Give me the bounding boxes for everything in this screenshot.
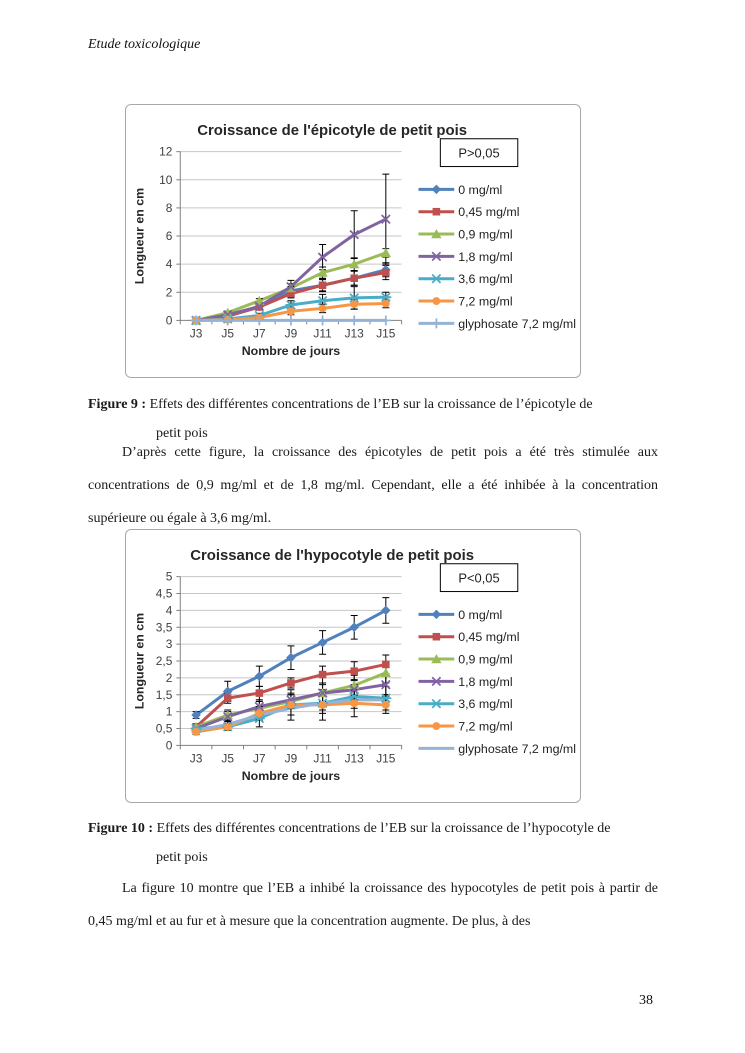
figure10-caption-text: Effets des différentes concentrations de l’EB sur la croissance de l’hypocotyle de — [153, 821, 611, 836]
chart-title: Croissance de l'hypocotyle de petit pois — [190, 547, 475, 564]
x-tick-label: J15 — [376, 751, 396, 766]
figure10-caption-line1 — [88, 814, 698, 843]
y-tick-label: 6 — [165, 229, 173, 244]
legend-label: 0 mg/ml — [458, 182, 503, 197]
figure10-label: Figure 10 : — [88, 821, 154, 836]
y-tick-label: 2,5 — [155, 654, 173, 668]
y-tick-label: 1 — [165, 704, 173, 719]
x-axis-title: Nombre de jours — [241, 344, 341, 359]
p-value-annotation — [440, 564, 517, 592]
y-tick-label: 4 — [165, 257, 173, 272]
legend-item — [419, 720, 513, 734]
x-tick-label: J9 — [284, 326, 298, 341]
legend-item — [419, 295, 513, 309]
y-tick-label: 4 — [165, 603, 173, 618]
p-value-text: P<0,05 — [458, 570, 500, 586]
legend-item — [419, 630, 520, 644]
x-tick-label: J7 — [253, 751, 266, 766]
figure10-caption-line2: petit pois — [156, 850, 208, 865]
x-tick-label: J7 — [253, 326, 266, 341]
paragraph-figure9: D’après cette figure, la croissance des épicotyles de petit pois a été très stimulée aux concentrations de 0,9 mg/ml et de 1,8 mg/ml. Cependant, elle a été inhibée à la concentration supérieure ou égale à 3,6 mg/ml. — [88, 445, 658, 526]
chart-legend — [419, 608, 576, 756]
legend-item — [419, 228, 513, 242]
chart-canvas — [126, 530, 578, 800]
x-tick-label: J15 — [376, 326, 396, 341]
legend-item — [419, 675, 513, 689]
y-tick-label: 4,5 — [155, 586, 173, 601]
x-tick-label: J5 — [221, 751, 234, 766]
legend-item — [419, 272, 513, 286]
y-tick-label: 5 — [165, 569, 173, 584]
x-tick-label: J13 — [344, 751, 364, 766]
y-tick-label: 2 — [165, 285, 173, 300]
page-number: 38 — [639, 993, 653, 1008]
legend-item — [419, 742, 576, 756]
legend-label: 0,45 mg/ml — [458, 205, 520, 220]
x-axis-title: Nombre de jours — [241, 769, 341, 784]
figure10-caption — [88, 814, 698, 872]
y-tick-label: 8 — [165, 200, 173, 215]
legend-label: 7,2 mg/ml — [458, 719, 513, 734]
legend-item — [419, 697, 513, 711]
y-tick-label: 0,5 — [155, 721, 173, 736]
legend-label: 0,9 mg/ml — [458, 652, 513, 667]
chart-title: Croissance de l'épicotyle de petit pois — [197, 122, 468, 139]
legend-label: 3,6 mg/ml — [458, 272, 513, 287]
legend-label: 1,8 mg/ml — [458, 249, 513, 264]
legend-label: 0,45 mg/ml — [458, 630, 520, 645]
x-tick-label: J13 — [344, 326, 364, 341]
legend-item — [419, 317, 576, 331]
y-tick-label: 0 — [165, 313, 173, 328]
y-axis-title: Longueur en cm — [132, 612, 147, 710]
paragraph-figure10: La figure 10 montre que l’EB a inhibé la croissance des hypocotyles de petit pois à partir de 0,45 mg/ml et au fur et à mesure que la concentration augmente. De plus, à des — [88, 881, 658, 929]
legend-label: glyphosate 7,2 mg/ml — [458, 316, 576, 331]
figure9-caption-line2: petit pois — [156, 426, 208, 441]
legend-item — [419, 183, 503, 197]
x-tick-label: J11 — [313, 326, 332, 341]
legend-label: 3,6 mg/ml — [458, 697, 513, 712]
legend-item — [419, 205, 520, 219]
legend-label: 0 mg/ml — [458, 607, 503, 622]
chart-canvas — [126, 105, 578, 375]
legend-item — [419, 608, 503, 622]
p-value-annotation — [440, 139, 517, 167]
figure9-caption-text: Effets des différentes concentrations de l’EB sur la croissance de l’épicotyle de — [146, 397, 593, 412]
p-value-text: P>0,05 — [458, 145, 500, 161]
legend-item — [419, 250, 513, 264]
legend-label: 7,2 mg/ml — [458, 294, 513, 309]
y-tick-label: 12 — [159, 144, 173, 159]
legend-label: 1,8 mg/ml — [458, 674, 513, 689]
y-tick-label: 3 — [165, 637, 173, 652]
y-tick-label: 0 — [165, 738, 173, 753]
y-tick-label: 2 — [165, 670, 173, 685]
figure10-chart — [125, 529, 581, 803]
legend-label: glyphosate 7,2 mg/ml — [458, 741, 576, 756]
running-header: Etude toxicologique — [88, 37, 201, 52]
error-bars — [193, 598, 390, 735]
figure9-caption-line1 — [88, 390, 698, 419]
x-tick-label: J3 — [189, 326, 203, 341]
x-tick-label: J3 — [189, 751, 203, 766]
chart-legend — [419, 183, 576, 331]
legend-label: 0,9 mg/ml — [458, 227, 513, 242]
figure9-label: Figure 9 : — [88, 397, 147, 412]
x-tick-label: J5 — [221, 326, 234, 341]
figure9-chart — [125, 104, 581, 378]
y-axis-title: Longueur en cm — [132, 187, 147, 285]
legend-item — [419, 653, 513, 667]
x-tick-label: J11 — [313, 751, 332, 766]
y-tick-label: 1,5 — [155, 687, 173, 702]
x-tick-label: J9 — [284, 751, 298, 766]
plot-grid — [159, 145, 402, 341]
y-tick-label: 3,5 — [155, 620, 173, 635]
y-tick-label: 10 — [159, 172, 173, 187]
